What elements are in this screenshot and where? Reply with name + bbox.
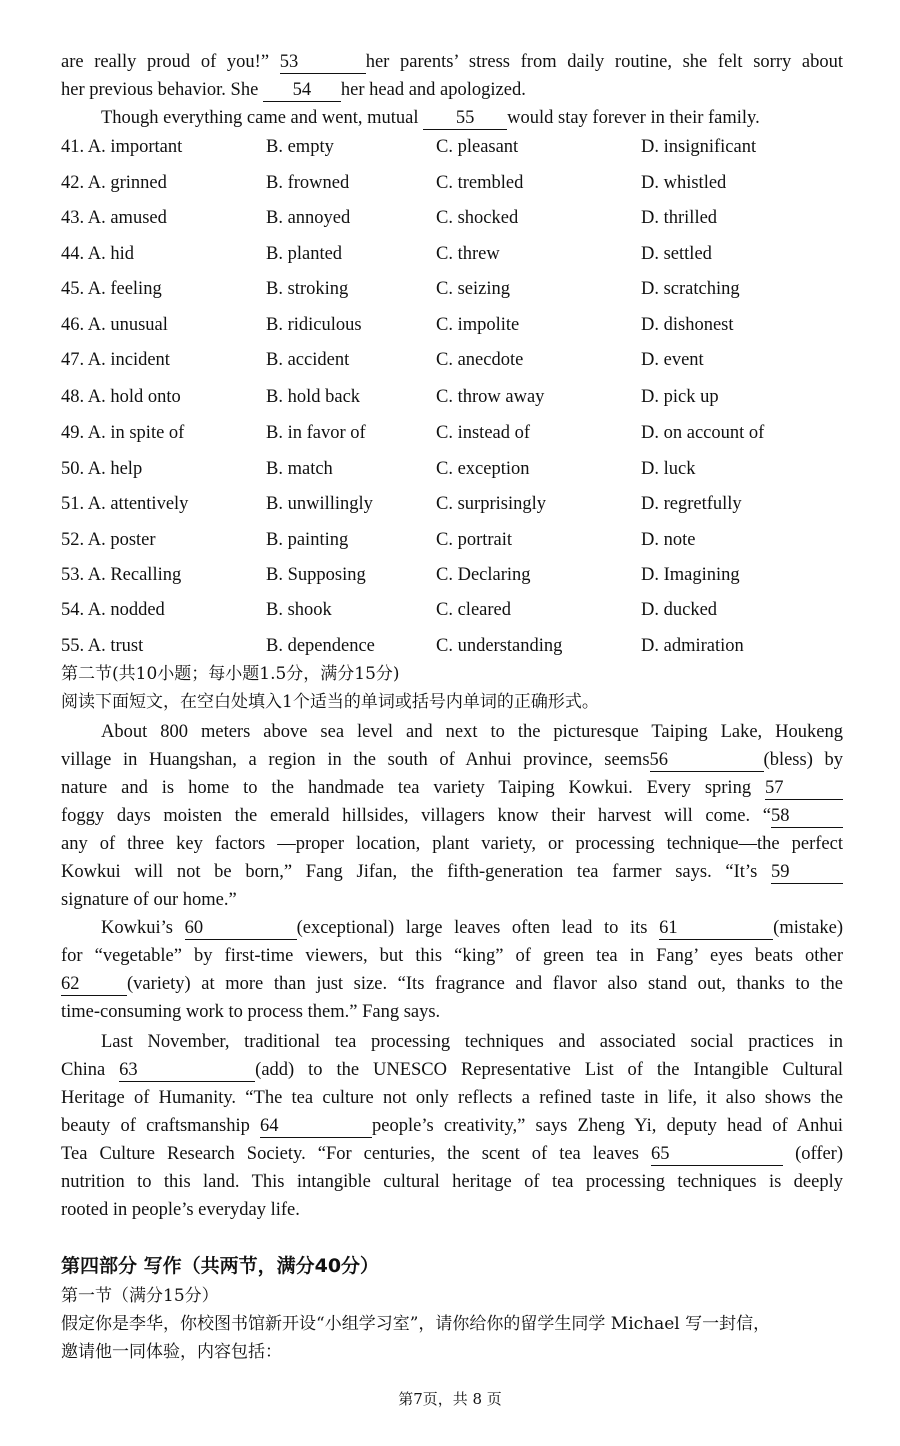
option-b: B. ridiculous <box>266 315 362 335</box>
text: village in Huangshan, a region in the south of Anhui province, seems <box>61 750 650 770</box>
option-b: B. planted <box>266 244 343 264</box>
passage-line <box>61 76 843 104</box>
option-c: C. shocked <box>436 208 519 228</box>
text: her head and apologized. <box>340 80 526 100</box>
passage-line <box>61 970 843 998</box>
text: are really proud of you!” <box>61 52 270 72</box>
option-b: B. annoyed <box>266 208 351 228</box>
text: (add) to the UNESCO Representative List of the Intangible Cultural <box>255 1060 844 1080</box>
option-b: B. shook <box>266 600 332 620</box>
section2-instruction: 阅读下面短文，在空白处填入1个适当的单词或括号内单词的正确形式。 <box>61 692 599 712</box>
option-d: D. regretfully <box>641 494 742 514</box>
text: China <box>61 1060 106 1080</box>
option-a: 55. A. trust <box>61 636 144 656</box>
option-a: 44. A. hid <box>61 244 134 264</box>
text: people’s creativity,” says Zheng Yi, deputy head of Anhui <box>372 1116 844 1136</box>
option-b: B. Supposing <box>266 565 366 585</box>
option-d: D. on account of <box>641 423 765 443</box>
option-d: D. ducked <box>641 600 718 620</box>
option-a: 50. A. help <box>61 459 143 479</box>
option-a: 47. A. incident <box>61 350 170 370</box>
option-d: D. settled <box>641 244 712 264</box>
blank-58: 58 <box>771 805 843 828</box>
option-b: B. painting <box>266 530 349 550</box>
section2-title: 第二节(共10小题；每小题1.5分，满分15分) <box>61 664 400 684</box>
passage-line: rooted in people’s everyday life. <box>61 1200 300 1220</box>
option-b: B. accident <box>266 350 350 370</box>
blank-63: 63 <box>119 1059 255 1082</box>
option-c: C. threw <box>436 244 500 264</box>
option-c: C. Declaring <box>436 565 531 585</box>
option-c: C. anecdote <box>436 350 524 370</box>
passage-line <box>61 1056 843 1084</box>
option-b: B. match <box>266 459 333 479</box>
option-d: D. scratching <box>641 279 740 299</box>
text: (bless) by <box>763 750 844 770</box>
text: foggy days moisten the emerald hillsides, villagers know their harvest will come. “ <box>61 806 771 826</box>
passage-line <box>61 1140 843 1168</box>
passage-line: time-consuming work to process them.” Fang says. <box>61 1002 441 1022</box>
text: would stay forever in their family. <box>507 108 760 128</box>
text: (variety) at more than just size. “Its fragrance and flavor also stand out, thanks to the <box>127 974 843 994</box>
option-b: B. hold back <box>266 387 361 407</box>
passage-line <box>101 914 843 942</box>
blank-57: 57 <box>765 777 843 800</box>
option-d: D. thrilled <box>641 208 718 228</box>
option-a: 53. A. Recalling <box>61 565 182 585</box>
text: Kowkui will not be born,” Fang Jifan, the fifth-generation tea farmer says. “It’s <box>61 862 758 882</box>
passage-line: nutrition to this land. This intangible cultural heritage of tea processing techniques is deeply <box>61 1172 843 1192</box>
blank-65: 65 <box>651 1143 783 1166</box>
blank-56: 56 <box>650 749 764 772</box>
option-c: C. cleared <box>436 600 511 620</box>
passage-line: Last November, traditional tea processing techniques and associated social practices in <box>101 1032 843 1052</box>
option-d: D. luck <box>641 459 696 479</box>
passage-line <box>101 104 843 132</box>
text: her parents’ stress from daily routine, she felt sorry about <box>365 52 844 72</box>
option-a: 51. A. attentively <box>61 494 189 514</box>
text: (mistake) <box>773 918 844 938</box>
option-d: D. admiration <box>641 636 744 656</box>
option-c: C. impolite <box>436 315 520 335</box>
option-a: 43. A. amused <box>61 208 167 228</box>
passage-line: signature of our home.” <box>61 890 237 910</box>
text: (exceptional) large leaves often lead to its <box>296 918 648 938</box>
text: her previous behavior. She <box>61 80 259 100</box>
blank-55: 55 <box>423 107 507 130</box>
option-a: 48. A. hold onto <box>61 387 181 407</box>
blank-62: 62 <box>61 973 127 996</box>
task-text: 假定你是李华，你校图书馆新开设“小组学习室”，请你给你的留学生同学 Michael 写一封信， <box>61 1314 771 1334</box>
blank-54: 54 <box>263 79 341 102</box>
option-c: C. instead of <box>436 423 531 443</box>
text: (offer) <box>795 1144 844 1164</box>
blank-53: 53 <box>280 51 366 74</box>
option-d: D. dishonest <box>641 315 734 335</box>
option-a: 49. A. in spite of <box>61 423 185 443</box>
blank-59: 59 <box>771 861 843 884</box>
passage-line <box>61 48 843 76</box>
text: Kowkui’s <box>101 918 173 938</box>
part4-title: 第四部分 写作（共两节，满分40分） <box>61 1255 380 1277</box>
option-a: 46. A. unusual <box>61 315 168 335</box>
option-b: B. stroking <box>266 279 349 299</box>
option-b: B. in favor of <box>266 423 366 443</box>
option-a: 54. A. nodded <box>61 600 165 620</box>
text: Tea Culture Research Society. “For centuries, the scent of tea leaves <box>61 1144 640 1164</box>
option-d: D. note <box>641 530 696 550</box>
passage-line <box>61 858 843 886</box>
passage-line <box>61 802 843 830</box>
option-c: C. trembled <box>436 173 524 193</box>
option-b: B. empty <box>266 137 334 157</box>
option-a: 52. A. poster <box>61 530 156 550</box>
option-a: 41. A. important <box>61 137 183 157</box>
option-c: C. seizing <box>436 279 510 299</box>
blank-64: 64 <box>260 1115 372 1138</box>
option-a: 45. A. feeling <box>61 279 162 299</box>
option-c: C. throw away <box>436 387 545 407</box>
text: nature and is home to the handmade tea variety Taiping Kowkui. Every spring <box>61 778 752 798</box>
option-d: D. pick up <box>641 387 719 407</box>
passage-line <box>61 1112 843 1140</box>
blank-61: 61 <box>659 917 773 940</box>
passage-line: any of three key factors —proper location, plant variety, or processing technique—the perfect <box>61 834 843 854</box>
text: beauty of craftsmanship <box>61 1116 250 1136</box>
passage-line: Heritage of Humanity. “The tea culture not only reflects a refined taste in life, it also shows the <box>61 1088 843 1108</box>
part4-subtitle: 第一节（满分15分） <box>61 1286 219 1306</box>
option-d: D. insignificant <box>641 137 757 157</box>
option-b: B. dependence <box>266 636 375 656</box>
option-c: C. exception <box>436 459 530 479</box>
blank-60: 60 <box>185 917 297 940</box>
option-d: D. Imagining <box>641 565 740 585</box>
option-b: B. unwillingly <box>266 494 373 514</box>
option-c: C. surprisingly <box>436 494 546 514</box>
option-b: B. frowned <box>266 173 350 193</box>
option-c: C. pleasant <box>436 137 519 157</box>
page-footer: 第7页，共 8 页 <box>398 1390 502 1408</box>
option-d: D. whistled <box>641 173 727 193</box>
passage-line <box>61 774 843 802</box>
option-c: C. portrait <box>436 530 513 550</box>
option-d: D. event <box>641 350 704 370</box>
passage-line: About 800 meters above sea level and next to the picturesque Taiping Lake, Houkeng <box>101 722 843 742</box>
text: Though everything came and went, mutual <box>101 108 419 128</box>
passage-line: for “vegetable” by first-time viewers, but this “king” of green tea in Fang’ eyes beats other <box>61 946 843 966</box>
passage-line <box>61 746 843 774</box>
option-c: C. understanding <box>436 636 563 656</box>
option-a: 42. A. grinned <box>61 173 167 193</box>
task-text: 邀请他一同体验，内容包括： <box>61 1342 282 1362</box>
